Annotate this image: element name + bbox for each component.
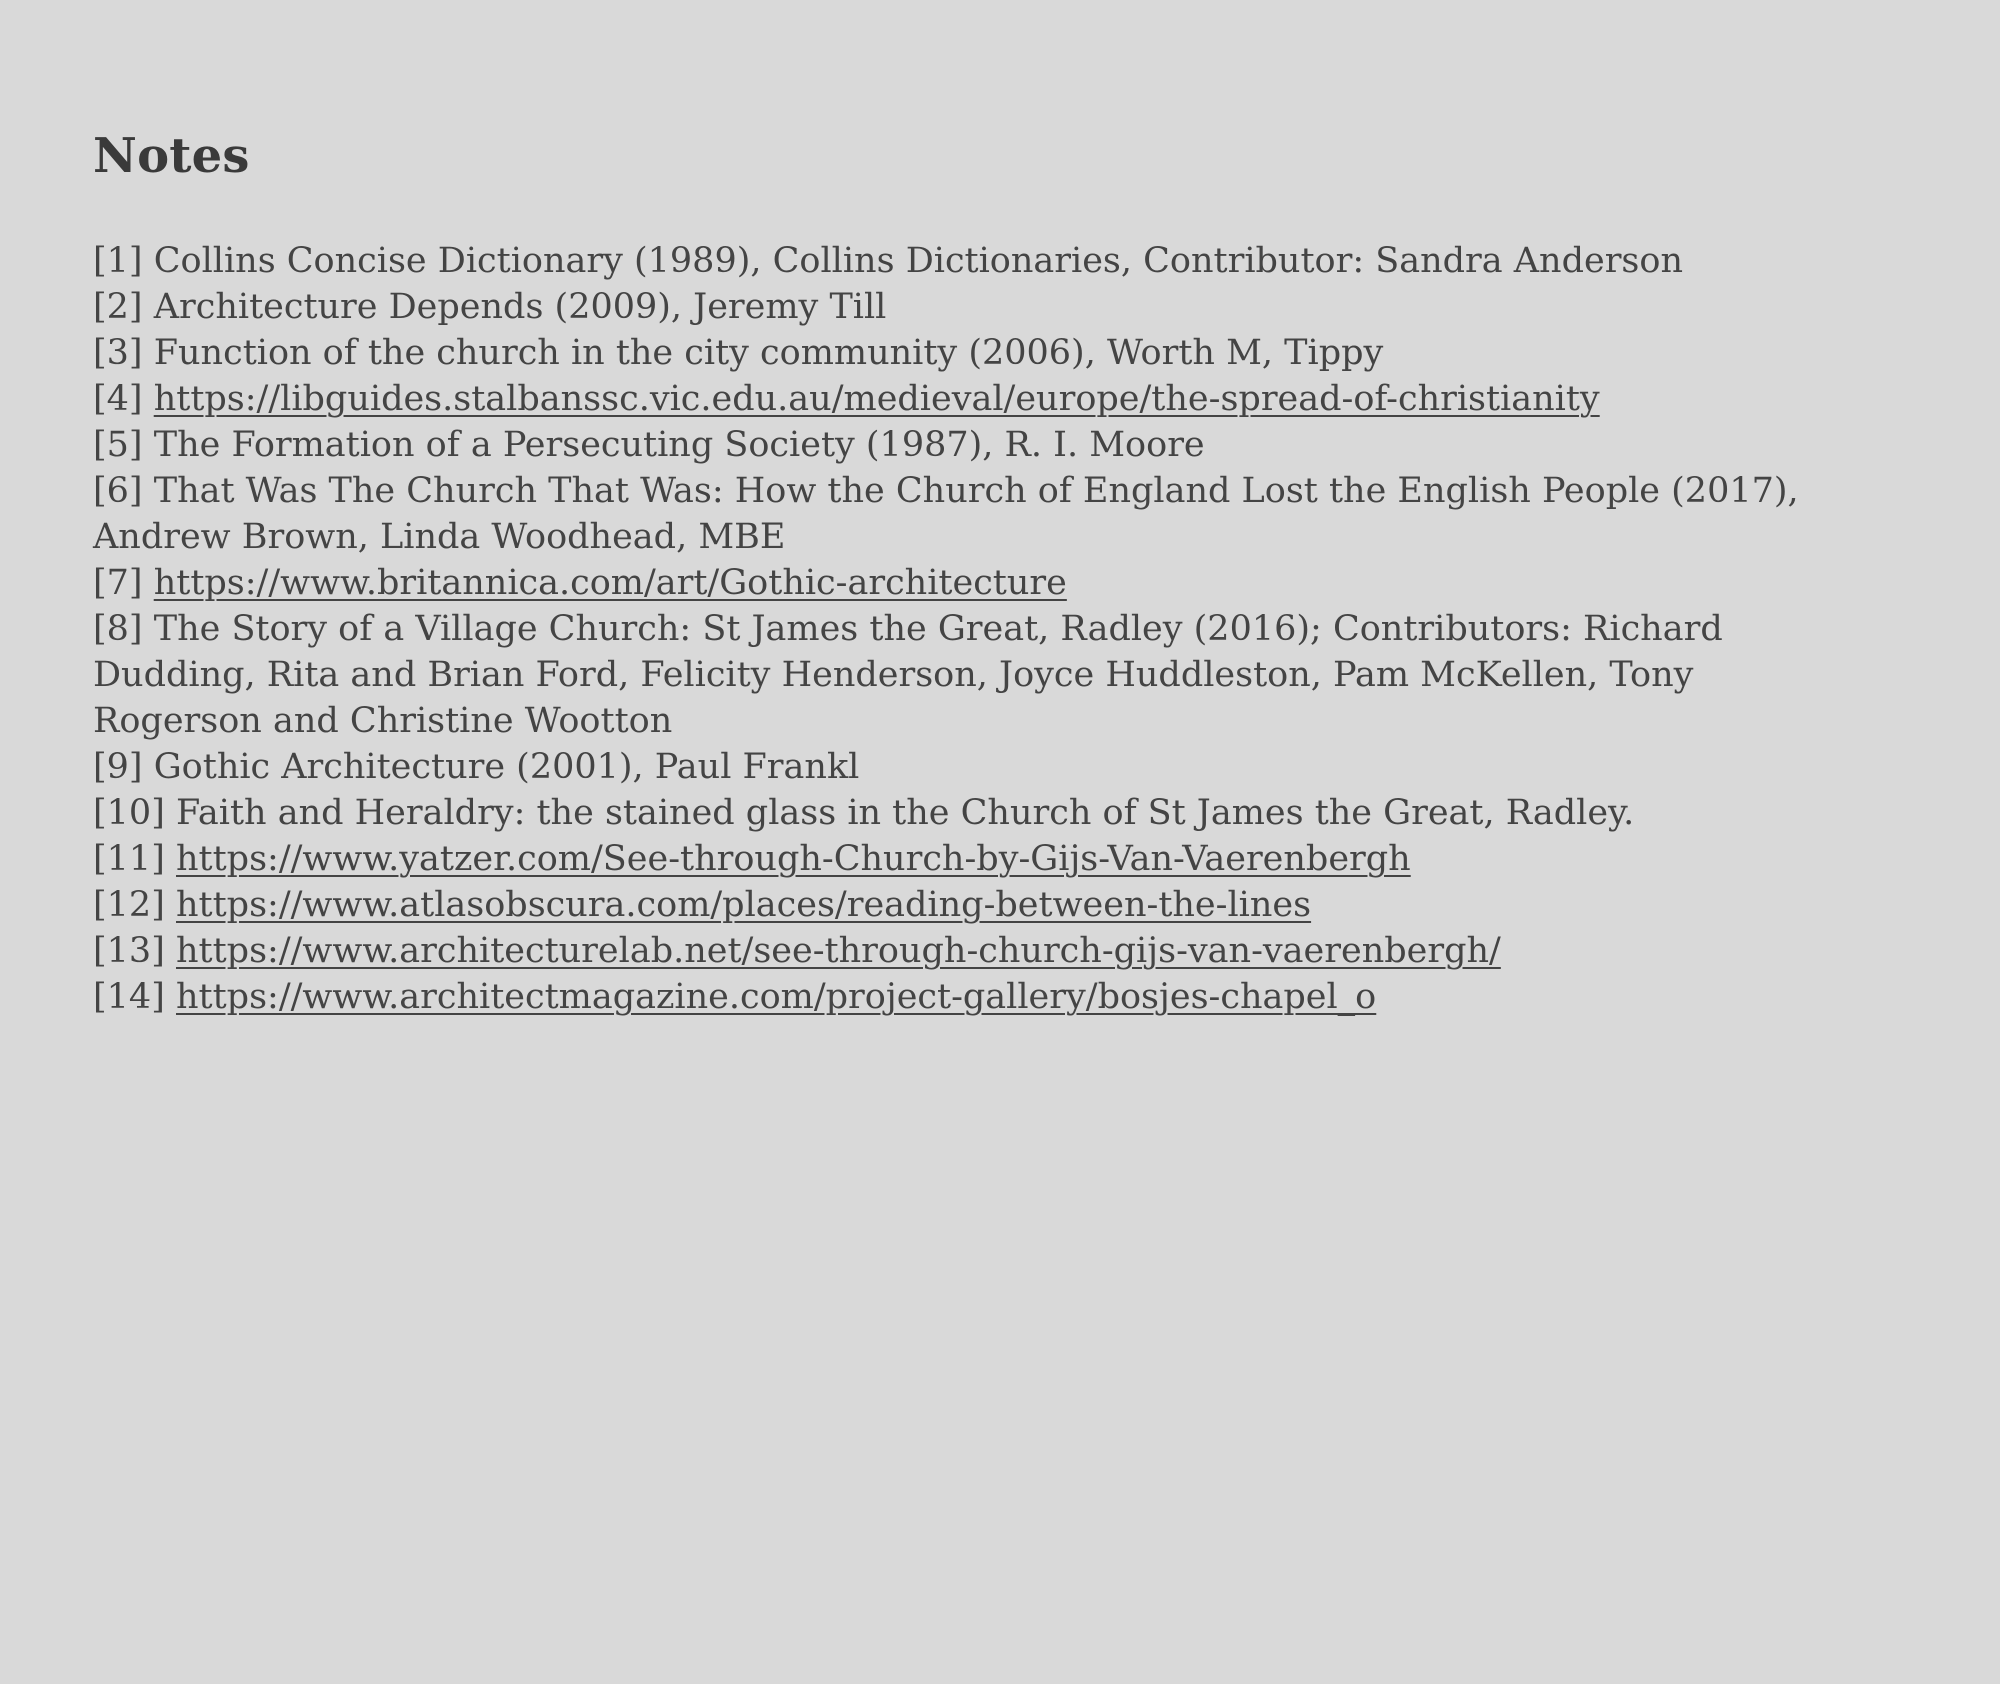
note-item [93,882,1873,928]
notes-list [93,238,1873,1020]
note-item [93,974,1873,1020]
note-ref: [13] [93,931,165,971]
note-ref: [7] [93,563,143,603]
note-item [93,284,1873,330]
note-link[interactable]: https://www.yatzer.com/See-through-Church-by-Gijs-Van-Vaerenbergh [176,839,1411,879]
note-item [93,468,1873,560]
note-text: That Was The Church That Was: How the Church of England Lost the English People (2017), Andrew Brown, Linda Woodhead, MBE [93,471,1799,557]
note-item [93,606,1873,744]
note-item [93,238,1873,284]
note-ref: [1] [93,241,143,281]
note-item [93,790,1873,836]
note-link[interactable]: https://www.britannica.com/art/Gothic-architecture [153,563,1067,603]
note-text: Faith and Heraldry: the stained glass in the Church of St James the Great, Radley. [176,793,1635,833]
note-ref: [10] [93,793,165,833]
note-ref: [12] [93,885,165,925]
note-item [93,928,1873,974]
note-ref: [9] [93,747,143,787]
note-item [93,376,1873,422]
note-text: The Formation of a Persecuting Society (1987), R. I. Moore [153,425,1205,465]
note-ref: [8] [93,609,143,649]
note-ref: [3] [93,333,143,373]
note-text: Gothic Architecture (2001), Paul Frankl [153,747,860,787]
note-item [93,330,1873,376]
note-link[interactable]: https://libguides.stalbanssc.vic.edu.au/medieval/europe/the-spread-of-christianity [153,379,1600,419]
note-ref: [5] [93,425,143,465]
note-item [93,422,1873,468]
note-text: Architecture Depends (2009), Jeremy Till [153,287,887,327]
note-item [93,836,1873,882]
note-ref: [11] [93,839,165,879]
page-title: Notes [93,128,250,184]
note-ref: [14] [93,977,165,1017]
note-text: Collins Concise Dictionary (1989), Collins Dictionaries, Contributor: Sandra Anderson [153,241,1684,281]
note-item [93,744,1873,790]
note-item [93,560,1873,606]
note-text: The Story of a Village Church: St James the Great, Radley (2016); Contributors: Richard Dudding, Rita and Brian Ford, Felicity Henderson, Joyce Huddleston, Pam McKellen, Tony Rogerson and Christine Wootton [93,609,1723,741]
note-link[interactable]: https://www.architectmagazine.com/project-gallery/bosjes-chapel_o [176,977,1377,1017]
note-ref: [2] [93,287,143,327]
note-ref: [6] [93,471,143,511]
note-link[interactable]: https://www.architecturelab.net/see-through-church-gijs-van-vaerenbergh/ [176,931,1501,971]
note-ref: [4] [93,379,143,419]
note-link[interactable]: https://www.atlasobscura.com/places/reading-between-the-lines [176,885,1312,925]
note-text: Function of the church in the city community (2006), Worth M, Tippy [153,333,1384,373]
